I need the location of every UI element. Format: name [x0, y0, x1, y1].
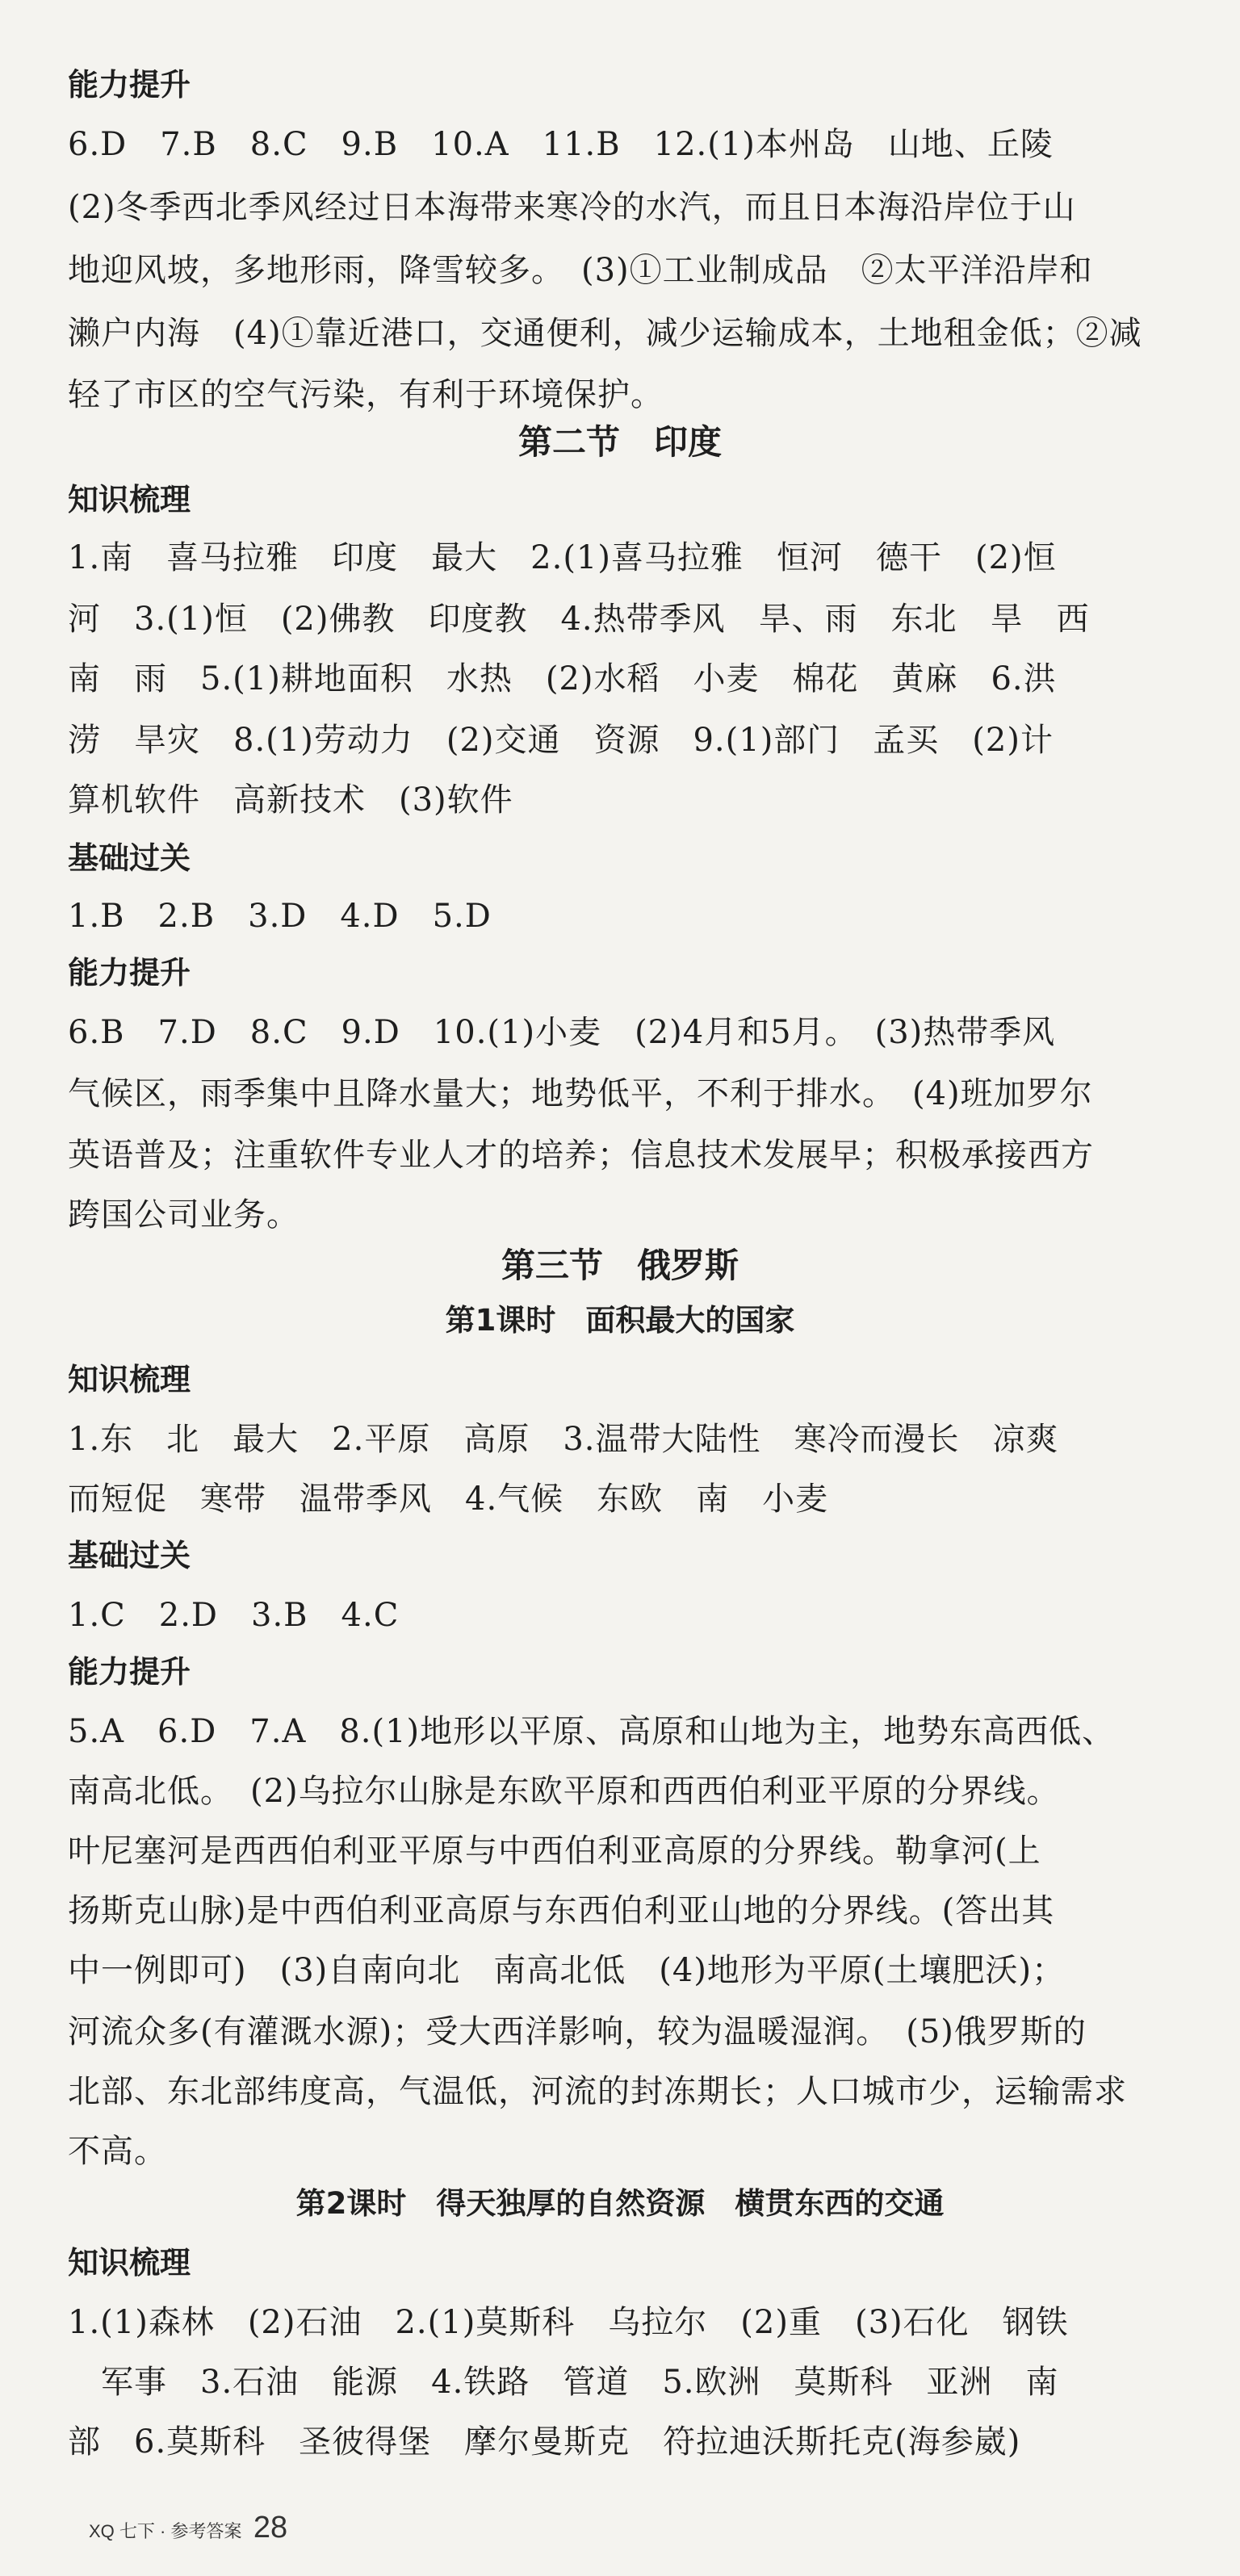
text-line: (2)冬季西北季风经过日本海带来寒冷的水汽，而且日本海沿岸位于山 [68, 189, 1076, 226]
subheading-knowledge: 知识梳理 [68, 1362, 191, 1397]
text-line: 1.C 2.D 3.B 4.C [68, 1597, 400, 1634]
text-line: 地迎风坡，多地形雨，降雪较多。 (3)①工业制成品 ②太平洋沿岸和 [68, 252, 1093, 289]
text-line: 英语普及；注重软件专业人才的培养；信息技术发展早；积极承接西方 [68, 1137, 1094, 1174]
text-line: 北部、东北部纬度高，气温低，河流的封冻期长；人口城市少，运输需求 [68, 2073, 1127, 2110]
text-line: 河流众多(有灌溉水源)；受大西洋影响，较为温暖湿润。 (5)俄罗斯的 [68, 2013, 1087, 2050]
section-title-russia: 第三节 俄罗斯 [501, 1246, 739, 1285]
section-title-india: 第二节 印度 [517, 422, 722, 462]
subheading-knowledge: 知识梳理 [68, 482, 191, 517]
subheading-ability: 能力提升 [68, 67, 191, 103]
text-line: 中一例即可) (3)自南向北 南高北低 (4)地形为平原(土壤肥沃)； [68, 1952, 1066, 1989]
subheading-ability: 能力提升 [68, 955, 191, 991]
text-line: 不高。 [68, 2133, 167, 2170]
text-line: 气候区，雨季集中且降水量大；地势低平，不利于排水。 (4)班加罗尔 [68, 1075, 1093, 1112]
footer-code: XQ 七下 · 参考答案 [89, 2521, 242, 2541]
text-line: 河 3.(1)恒 (2)佛教 印度教 4.热带季风 旱、雨 东北 旱 西 [68, 601, 1090, 638]
subheading-basic: 基础过关 [68, 1538, 191, 1573]
subheading-ability: 能力提升 [68, 1654, 191, 1690]
text-line: 1.B 2.B 3.D 4.D 5.D [68, 898, 492, 935]
text-line: 6.D 7.B 8.C 9.B 10.A 11.B 12.(1)本州岛 山地、丘陵 [68, 126, 1054, 163]
text-line: 1.南 喜马拉雅 印度 最大 2.(1)喜马拉雅 恒河 德干 (2)恒 [68, 539, 1057, 576]
text-line: 南 雨 5.(1)耕地面积 水热 (2)水稻 小麦 棉花 黄麻 6.洪 [68, 660, 1057, 697]
text-line: 涝 旱灾 8.(1)劳动力 (2)交通 资源 9.(1)部门 孟买 (2)计 [68, 722, 1054, 759]
text-line: 军事 3.石油 能源 4.铁路 管道 5.欧洲 莫斯科 亚洲 南 [68, 2364, 1059, 2401]
text-line: 濑户内海 (4)①靠近港口，交通便利，减少运输成本，土地租金低；②减 [68, 315, 1142, 352]
page-footer [89, 2511, 287, 2545]
lesson-title-1: 第1课时 面积最大的国家 [445, 1303, 795, 1338]
text-line: 扬斯克山脉)是中西伯利亚高原与东西伯利亚山地的分界线。(答出其 [68, 1892, 1055, 1929]
text-line: 部 6.莫斯科 圣彼得堡 摩尔曼斯克 符拉迪沃斯托克(海参崴) [68, 2423, 1021, 2461]
text-line: 1.东 北 最大 2.平原 高原 3.温带大陆性 寒冷而漫长 凉爽 [68, 1421, 1059, 1458]
text-line: 轻了市区的空气污染，有利于环境保护。 [68, 376, 664, 413]
text-line: 算机软件 高新技术 (3)软件 [68, 781, 513, 819]
text-line: 而短促 寒带 温带季风 4.气候 东欧 南 小麦 [68, 1481, 829, 1518]
page-number: 28 [253, 2511, 288, 2545]
subheading-knowledge: 知识梳理 [68, 2245, 191, 2281]
lesson-title-2: 第2课时 得天独厚的自然资源 横贯东西的交通 [295, 2186, 945, 2221]
subheading-basic: 基础过关 [68, 840, 191, 876]
text-line: 叶尼塞河是西西伯利亚平原与中西伯利亚高原的分界线。勒拿河(上 [68, 1833, 1041, 1870]
text-line: 南高北低。 (2)乌拉尔山脉是东欧平原和西西伯利亚平原的分界线。 [68, 1773, 1060, 1810]
text-line: 跨国公司业务。 [68, 1196, 300, 1234]
text-line: 1.(1)森林 (2)石油 2.(1)莫斯科 乌拉尔 (2)重 (3)石化 钢铁 [68, 2304, 1069, 2341]
text-line: 6.B 7.D 8.C 9.D 10.(1)小麦 (2)4月和5月。 (3)热带季风 [68, 1014, 1056, 1051]
text-line: 5.A 6.D 7.A 8.(1)地形以平原、高原和山地为主，地势东高西低、 [68, 1713, 1116, 1750]
